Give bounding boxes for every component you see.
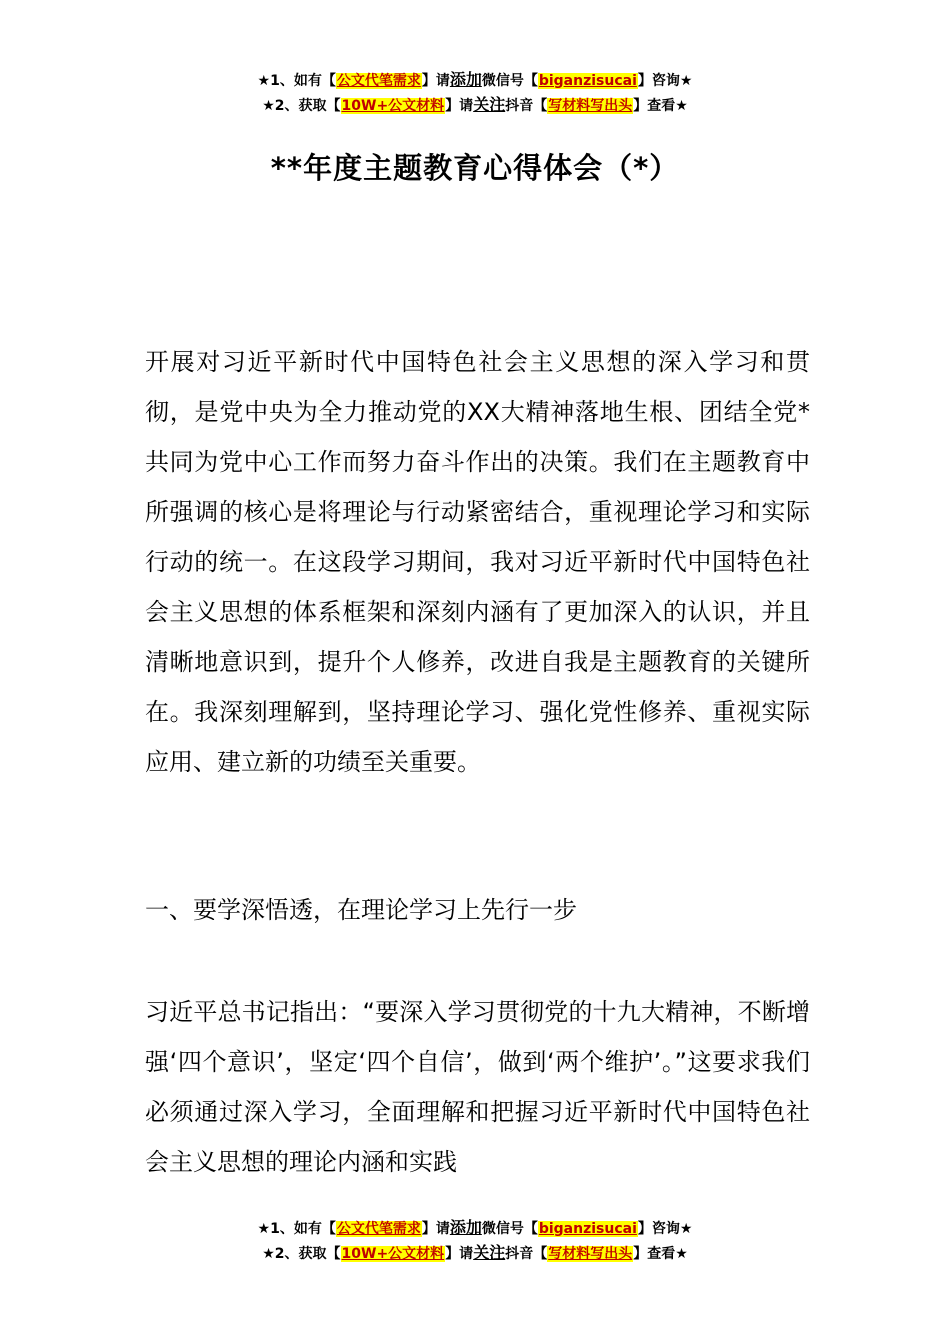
banner-text: 】咨询★ [637, 1221, 693, 1237]
banner-text: 】查看★ [633, 1246, 688, 1262]
banner-highlight: 10W+公文材料 [341, 98, 445, 114]
header-banner [0, 68, 950, 118]
banner-text: 】请 [445, 98, 474, 114]
banner-emphasis: 关注 [473, 1243, 506, 1262]
banner-text: ★2、获取【 [262, 1246, 341, 1262]
banner-line-2 [0, 93, 950, 118]
banner-line-2 [0, 1241, 950, 1266]
banner-text: 微信号【 [481, 73, 538, 89]
banner-highlight: 公文代笔需求 [336, 73, 421, 89]
banner-highlight: 写材料写出头 [548, 1246, 633, 1262]
banner-text: 】咨询★ [637, 73, 693, 89]
banner-text: 抖音【 [505, 98, 548, 114]
section-heading-1: 一、要学深悟透，在理论学习上先行一步 [145, 896, 577, 924]
banner-text: 】请 [421, 73, 450, 89]
footer-banner [0, 1216, 950, 1266]
banner-highlight: 写材料写出头 [548, 98, 633, 114]
section-paragraph-1 [145, 987, 810, 1187]
intro-paragraph [145, 337, 810, 787]
banner-line-1 [0, 68, 950, 93]
banner-text: 】请 [421, 1221, 450, 1237]
banner-text: ★2、获取【 [262, 98, 341, 114]
banner-emphasis: 添加 [449, 1218, 482, 1237]
banner-text: 抖音【 [505, 1246, 548, 1262]
banner-highlight: 公文代笔需求 [336, 1221, 421, 1237]
banner-text: ★1、如有【 [257, 1221, 336, 1237]
banner-text: 微信号【 [481, 1221, 538, 1237]
document-title: **年度主题教育心得体会（*） [270, 151, 680, 185]
banner-text: ★1、如有【 [257, 73, 336, 89]
paragraph-text: 开展对习近平新时代中国特色社会主义思想的深入学习和贯彻，是党中央为全力推动党的XX大精神落地生根、团结全党*共同为党中心工作而努力奋斗作出的决策。我们在主题教育中所强调的核心是将理论与行动紧密结合，重视理论学习和实际行动的统一。在这段学习期间，我对习近平新时代中国特色社会主义思想的体系框架和深刻内涵有了更加深入的认识，并且清晰地意识到，提升个人修养，改进自我是主题教育的关键所在。我深刻理解到，坚持理论学习、强化党性修养、重视实际应用、建立新的功绩至关重要。 [145, 348, 810, 776]
banner-text: 】请 [445, 1246, 474, 1262]
banner-highlight: 10W+公文材料 [341, 1246, 445, 1262]
banner-highlight: biganzisucai [538, 73, 637, 89]
banner-line-1 [0, 1216, 950, 1241]
banner-emphasis: 关注 [473, 95, 506, 114]
paragraph-text: 习近平总书记指出：“要深入学习贯彻党的十九大精神，不断增强‘四个意识’，坚定‘四个自信’，做到‘两个维护’。”这要求我们必须通过深入学习，全面理解和把握习近平新时代中国特色社会主义思想的理论内涵和实践 [145, 998, 810, 1176]
banner-highlight: biganzisucai [538, 1221, 637, 1237]
banner-text: 】查看★ [633, 98, 688, 114]
banner-emphasis: 添加 [449, 70, 482, 89]
